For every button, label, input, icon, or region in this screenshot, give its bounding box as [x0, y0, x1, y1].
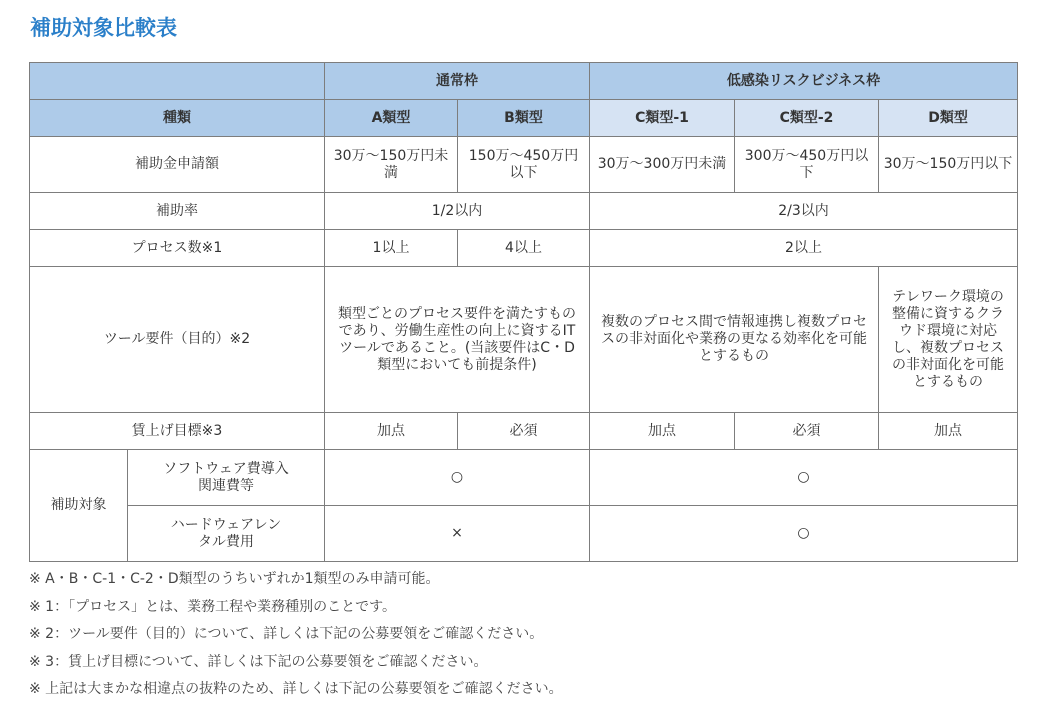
- target-software-label: ソフトウェア費導入関連費等: [128, 450, 325, 506]
- rate-low-infection: 2/3以内: [590, 193, 1018, 230]
- page-title: 補助対象比較表: [30, 16, 177, 40]
- column-header-b: B類型: [458, 100, 590, 137]
- process-a: 1以上: [325, 230, 458, 267]
- amount-b: 150万～450万円以下: [458, 137, 590, 193]
- table-row-hardware: [30, 506, 1018, 562]
- row-label-wage: 賃上げ目標※3: [30, 413, 325, 450]
- note-line: ※ 3：賃上げ目標について、詳しくは下記の公募要領をご確認ください。: [29, 653, 488, 670]
- table-row-software: [30, 450, 1018, 506]
- software-low-infection: ○: [590, 450, 1018, 506]
- note-line: ※ 1：「プロセス」とは、業務工程や業務種別のことです。: [29, 598, 396, 615]
- row-label-target: 補助対象: [30, 450, 128, 562]
- hardware-low-infection: ○: [590, 506, 1018, 562]
- table-row-process: [30, 230, 1018, 267]
- process-low-infection: 2以上: [590, 230, 1018, 267]
- target-hardware-label: ハードウェアレンタル費用: [128, 506, 325, 562]
- group-header-low-infection: 低感染リスクビジネス枠: [590, 63, 1018, 100]
- column-header-row: [30, 100, 1018, 137]
- wage-d: 加点: [879, 413, 1018, 450]
- rate-normal: 1/2以内: [325, 193, 590, 230]
- note-line: ※ 2：ツール要件（目的）について、詳しくは下記の公募要領をご確認ください。: [29, 626, 544, 642]
- row-label-rate: 補助率: [30, 193, 325, 230]
- table-row-tool: [30, 267, 1018, 413]
- tool-normal: 類型ごとのプロセス要件を満たすものであり、労働生産性の向上に資するITツールであること。(当該要件はC・D類型においても前提条件): [325, 267, 590, 413]
- column-header-c2: C類型-2: [735, 100, 879, 137]
- column-header-a: A類型: [325, 100, 458, 137]
- column-header-kind: 種類: [30, 100, 325, 137]
- tool-d: テレワーク環境の整備に資するクラウド環境に対応し、複数プロセスの非対面化を可能とするもの: [879, 267, 1018, 413]
- hardware-normal: ×: [325, 506, 590, 562]
- row-label-process: プロセス数※1: [30, 230, 325, 267]
- software-normal: ○: [325, 450, 590, 506]
- column-header-c1: C類型-1: [590, 100, 735, 137]
- row-label-tool: ツール要件（目的）※2: [30, 267, 325, 413]
- comparison-table: [29, 62, 1018, 562]
- note-line: ※ A・B・C-1・C-2・D類型のうちいずれか1類型のみ申請可能。: [29, 571, 440, 587]
- column-header-d: D類型: [879, 100, 1018, 137]
- process-b: 4以上: [458, 230, 590, 267]
- wage-b: 必須: [458, 413, 590, 450]
- amount-d: 30万～150万円以下: [879, 137, 1018, 193]
- amount-c2: 300万～450万円以下: [735, 137, 879, 193]
- wage-a: 加点: [325, 413, 458, 450]
- notes: [29, 566, 563, 704]
- table-row-wage: [30, 413, 1018, 450]
- row-label-amount: 補助金申請額: [30, 137, 325, 193]
- table-row-rate: [30, 193, 1018, 230]
- wage-c2: 必須: [735, 413, 879, 450]
- tool-c: 複数のプロセス間で情報連携し複数プロセスの非対面化や業務の更なる効率化を可能とするもの: [590, 267, 879, 413]
- amount-c1: 30万～300万円未満: [590, 137, 735, 193]
- note-line: ※ 上記は大まかな相違点の抜粋のため、詳しくは下記の公募要領をご確認ください。: [29, 681, 563, 697]
- group-header-row: [30, 63, 1018, 100]
- table-row-amount: [30, 137, 1018, 193]
- group-header-empty: [30, 63, 325, 100]
- amount-a: 30万～150万円未満: [325, 137, 458, 193]
- wage-c1: 加点: [590, 413, 735, 450]
- group-header-normal: 通常枠: [325, 63, 590, 100]
